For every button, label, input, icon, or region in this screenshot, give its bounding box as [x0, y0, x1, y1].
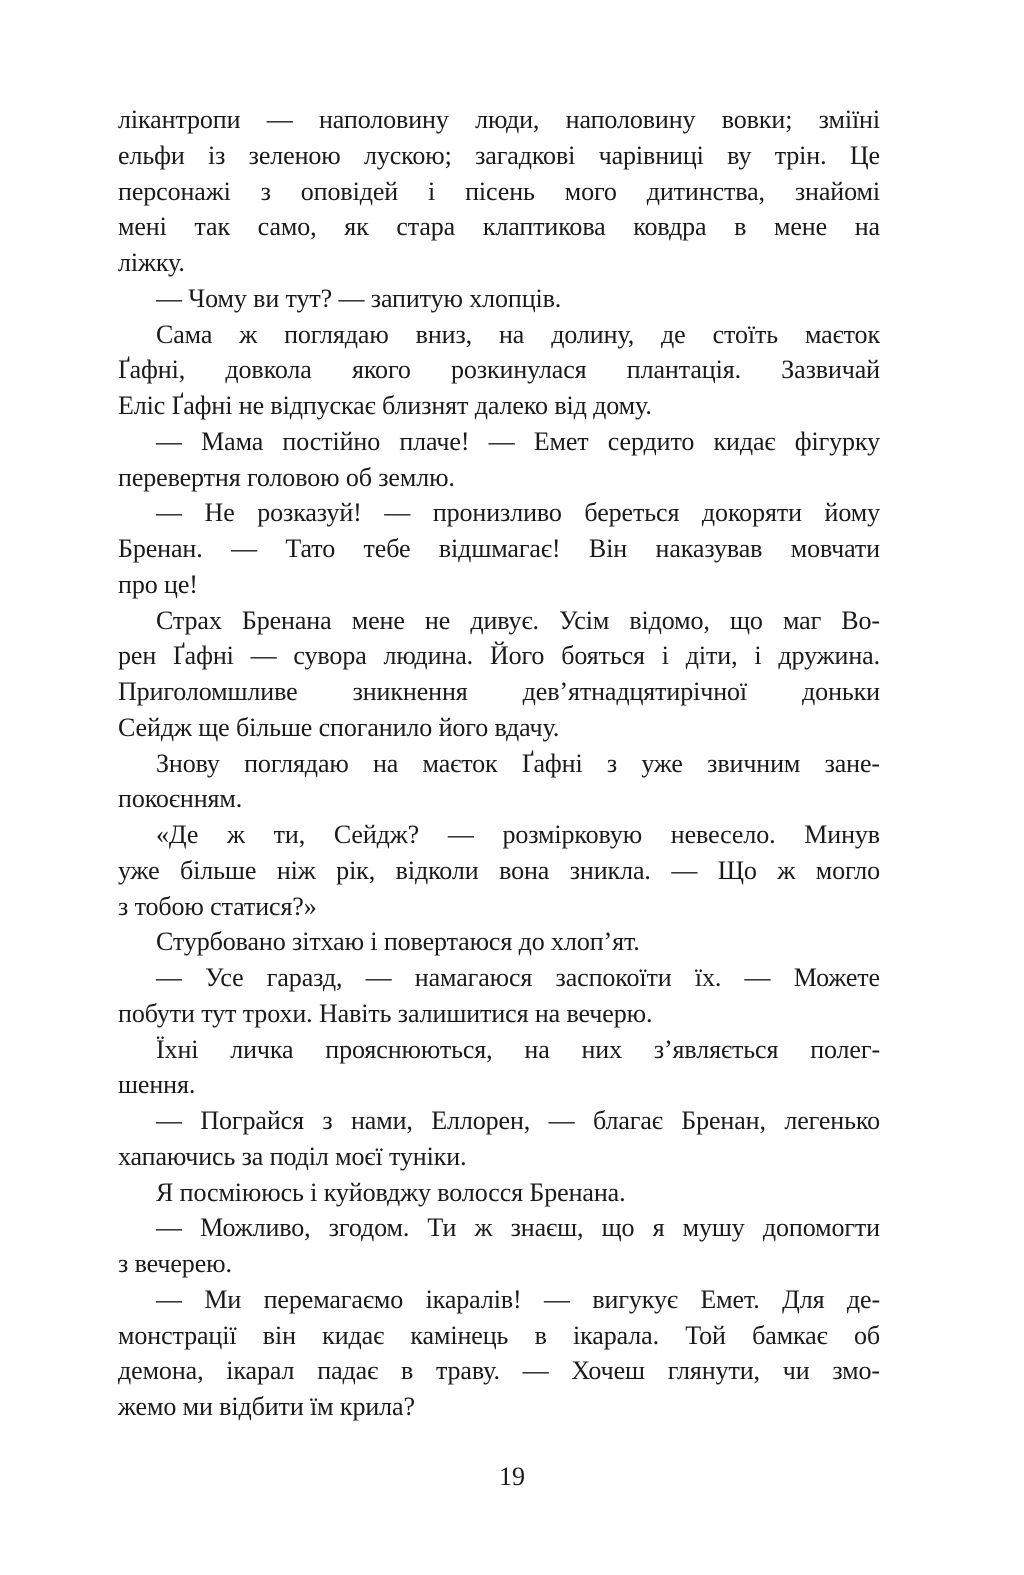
text-line: з тобою статися?»: [118, 891, 317, 921]
text-line: Сама ж поглядаю вниз, на долину, де стоїть маєток: [156, 319, 880, 349]
text-line: — Мама постійно плаче! — Емет сердито кидає фігурку: [156, 426, 880, 456]
text-line: Страх Бренана мене не дивує. Усім відомо, що маг Во-: [156, 605, 880, 635]
text-line: про це!: [118, 569, 198, 599]
text-line: ліжку.: [118, 248, 185, 277]
body-text: [118, 102, 880, 1425]
text-line: рен Ґафні — сувора людина. Його бояться і діти, і дружина.: [118, 641, 880, 671]
text-line: лікантропи — наполовину люди, наполовину вовки; зміїні: [118, 105, 880, 134]
text-line: — Усе гаразд, — намагаюся заспокоїти їх. — Можете: [156, 963, 880, 992]
text-line: покоєнням.: [118, 784, 243, 814]
text-line: жемо ми відбити їм крила?: [118, 1392, 415, 1421]
text-line: Їхні личка прояснюються, на них з’являється полег-: [156, 1034, 880, 1064]
text-line: Еліс Ґафні не відпускає близнят далеко від дому.: [118, 391, 652, 420]
text-line: ельфи із зеленою лускою; загадкові чарівниці ву трін. Це: [118, 140, 880, 170]
text-line: Приголомшливе зникнення дев’ятнадцятирічної доньки: [118, 677, 880, 706]
text-line: персонажі з оповідей і пісень мого дитинства, знайомі: [118, 176, 880, 206]
text-line: Я посміююсь і куйовджу волосся Бренана.: [156, 1177, 626, 1207]
text-line: — Не розказуй! — пронизливо береться докоряти йому: [156, 498, 880, 528]
text-line: — Ми перемагаємо ікаралів! — вигукує Емет. Для де-: [156, 1284, 880, 1314]
text-line: шення.: [118, 1070, 196, 1100]
text-line: «Де ж ти, Сейдж? — розмірковую невесело. Минув: [156, 820, 880, 849]
text-line: монстрації він кидає камінець в ікарала. Той бамкає об: [118, 1320, 880, 1350]
text-line: Стурбовано зітхаю і повертаюся до хлоп’ят.: [156, 927, 640, 957]
text-line: Сейдж ще більше споганило його вдачу.: [118, 712, 560, 742]
text-line: мені так само, як стара клаптикова ковдра в мене на: [118, 212, 880, 242]
text-line: уже більше ніж рік, відколи вона зникла. — Що ж могло: [118, 855, 880, 885]
text-line: хапаючись за поділ моєї туніки.: [118, 1141, 467, 1171]
text-line: — Можливо, згодом. Ти ж знаєш, що я мушу допомогти: [156, 1213, 880, 1243]
text-line: побути тут трохи. Навіть залишитися на вечерю.: [118, 998, 653, 1028]
text-line: Знову поглядаю на маєток Ґафні з уже звичним зане-: [156, 748, 880, 778]
text-line: демона, ікарал падає в траву. — Хочеш глянути, чи змо-: [118, 1356, 880, 1386]
page-number: 19: [499, 1462, 525, 1491]
text-line: — Пограйся з нами, Еллорен, — благає Бренан, легенько: [156, 1106, 880, 1135]
text-line: Ґафні, довкола якого розкинулася плантація. Зазвичай: [118, 355, 880, 385]
text-line: Бренан. — Тато тебе відшмагає! Він наказував мовчати: [118, 534, 880, 563]
text-line: перевертня головою об землю.: [118, 462, 455, 492]
text-line: — Чому ви тут? — запитую хлопців.: [156, 283, 562, 313]
text-line: з вечерею.: [118, 1249, 232, 1278]
